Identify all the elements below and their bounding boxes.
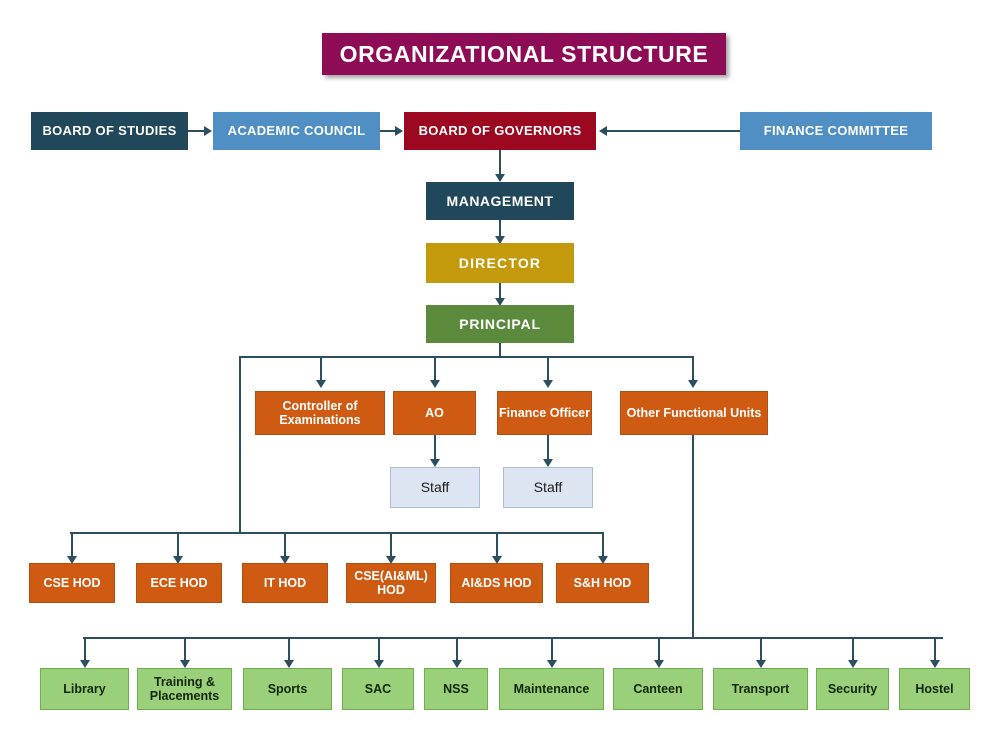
arrow-bus-to-finance-officer-icon xyxy=(543,380,553,388)
arrow-supportbus-to-transport-icon xyxy=(756,660,766,668)
connector-bus-to-finance-officer xyxy=(547,356,549,381)
node-board-of-governors[interactable]: BOARD OF GOVERNORS xyxy=(404,112,596,150)
arrow-bus-to-coe-icon xyxy=(316,380,326,388)
connector-hodbus-to-it xyxy=(284,532,286,557)
node-finance-officer[interactable]: Finance Officer xyxy=(497,391,592,435)
connector-functional-bus xyxy=(239,356,692,358)
node-maintenance[interactable]: Maintenance xyxy=(499,668,604,710)
arrow-supportbus-to-sac-icon xyxy=(374,660,384,668)
arrow-finance-to-governors-icon xyxy=(599,126,607,136)
node-transport[interactable]: Transport xyxy=(713,668,808,710)
arrow-supportbus-to-security-icon xyxy=(848,660,858,668)
connector-hodbus-to-aids xyxy=(496,532,498,557)
connector-council-to-governors xyxy=(380,130,396,132)
connector-finance-officer-to-staff xyxy=(547,435,549,460)
connector-ao-to-staff xyxy=(434,435,436,460)
connector-principal-to-bus xyxy=(499,343,501,357)
connector-principal-to-hod-bus xyxy=(239,356,241,533)
connector-supportbus-to-maintenance xyxy=(551,637,553,661)
connector-supportbus-to-nss xyxy=(456,637,458,661)
connector-bus-to-ao xyxy=(434,356,436,381)
arrow-finance-officer-to-staff-icon xyxy=(543,459,553,467)
node-library[interactable]: Library xyxy=(40,668,129,710)
arrow-studies-to-council-icon xyxy=(204,126,212,136)
node-ece-hod[interactable]: ECE HOD xyxy=(136,563,222,603)
node-it-hod[interactable]: IT HOD xyxy=(242,563,328,603)
node-nss[interactable]: NSS xyxy=(424,668,488,710)
connector-supportbus-to-sac xyxy=(378,637,380,661)
connector-hodbus-to-cse xyxy=(71,532,73,557)
node-principal[interactable]: PRINCIPAL xyxy=(426,305,574,343)
node-other-functional-units[interactable]: Other Functional Units xyxy=(620,391,768,435)
connector-hodbus-to-sh xyxy=(602,532,604,557)
connector-supportbus-to-training xyxy=(184,637,186,661)
arrow-ao-to-staff-icon xyxy=(430,459,440,467)
connector-studies-to-council xyxy=(188,130,205,132)
connector-hodbus-to-ece xyxy=(177,532,179,557)
node-board-of-studies[interactable]: BOARD OF STUDIES xyxy=(31,112,188,150)
connector-hod-bus xyxy=(70,532,603,534)
node-sports[interactable]: Sports xyxy=(243,668,332,710)
arrow-supportbus-to-canteen-icon xyxy=(654,660,664,668)
connector-support-bus xyxy=(83,637,943,639)
node-canteen[interactable]: Canteen xyxy=(613,668,703,710)
arrow-bus-to-other-units-icon xyxy=(688,380,698,388)
connector-finance-to-governors xyxy=(607,130,740,132)
chart-title: ORGANIZATIONAL STRUCTURE xyxy=(322,33,726,75)
node-academic-council[interactable]: ACADEMIC COUNCIL xyxy=(213,112,380,150)
arrow-bus-to-ao-icon xyxy=(430,380,440,388)
connector-governors-to-management xyxy=(499,150,501,175)
node-cse-aiml-hod[interactable]: CSE(AI&ML) HOD xyxy=(346,563,436,603)
node-hostel[interactable]: Hostel xyxy=(899,668,970,710)
node-ao[interactable]: AO xyxy=(393,391,476,435)
connector-management-to-director xyxy=(499,220,501,237)
connector-bus-to-coe xyxy=(320,356,322,381)
connector-supportbus-to-security xyxy=(852,637,854,661)
connector-supportbus-to-library xyxy=(84,637,86,661)
node-aids-hod[interactable]: AI&DS HOD xyxy=(450,563,543,603)
connector-hodbus-to-cseaiml xyxy=(390,532,392,557)
connector-supportbus-to-canteen xyxy=(658,637,660,661)
node-sh-hod[interactable]: S&H HOD xyxy=(556,563,649,603)
node-director[interactable]: DIRECTOR xyxy=(426,243,574,283)
node-staff-ao[interactable]: Staff xyxy=(390,467,480,508)
arrow-council-to-governors-icon xyxy=(395,126,403,136)
node-sac[interactable]: SAC xyxy=(342,668,414,710)
arrow-supportbus-to-nss-icon xyxy=(452,660,462,668)
node-finance-committee[interactable]: FINANCE COMMITTEE xyxy=(740,112,932,150)
node-controller-of-examinations[interactable]: Controller of Examinations xyxy=(255,391,385,435)
node-cse-hod[interactable]: CSE HOD xyxy=(29,563,115,603)
node-staff-finance[interactable]: Staff xyxy=(503,467,593,508)
arrow-supportbus-to-maintenance-icon xyxy=(547,660,557,668)
arrow-supportbus-to-hostel-icon xyxy=(930,660,940,668)
arrow-supportbus-to-training-icon xyxy=(180,660,190,668)
node-training-placements[interactable]: Training & Placements xyxy=(137,668,232,710)
arrow-supportbus-to-sports-icon xyxy=(284,660,294,668)
node-security[interactable]: Security xyxy=(816,668,889,710)
arrow-supportbus-to-library-icon xyxy=(80,660,90,668)
node-management[interactable]: MANAGEMENT xyxy=(426,182,574,220)
connector-supportbus-to-sports xyxy=(288,637,290,661)
connector-supportbus-to-hostel xyxy=(934,637,936,661)
connector-other-units-to-support-bus xyxy=(692,435,694,638)
connector-bus-to-other-units xyxy=(692,356,694,381)
connector-supportbus-to-transport xyxy=(760,637,762,661)
arrow-governors-to-management-icon xyxy=(495,174,505,182)
